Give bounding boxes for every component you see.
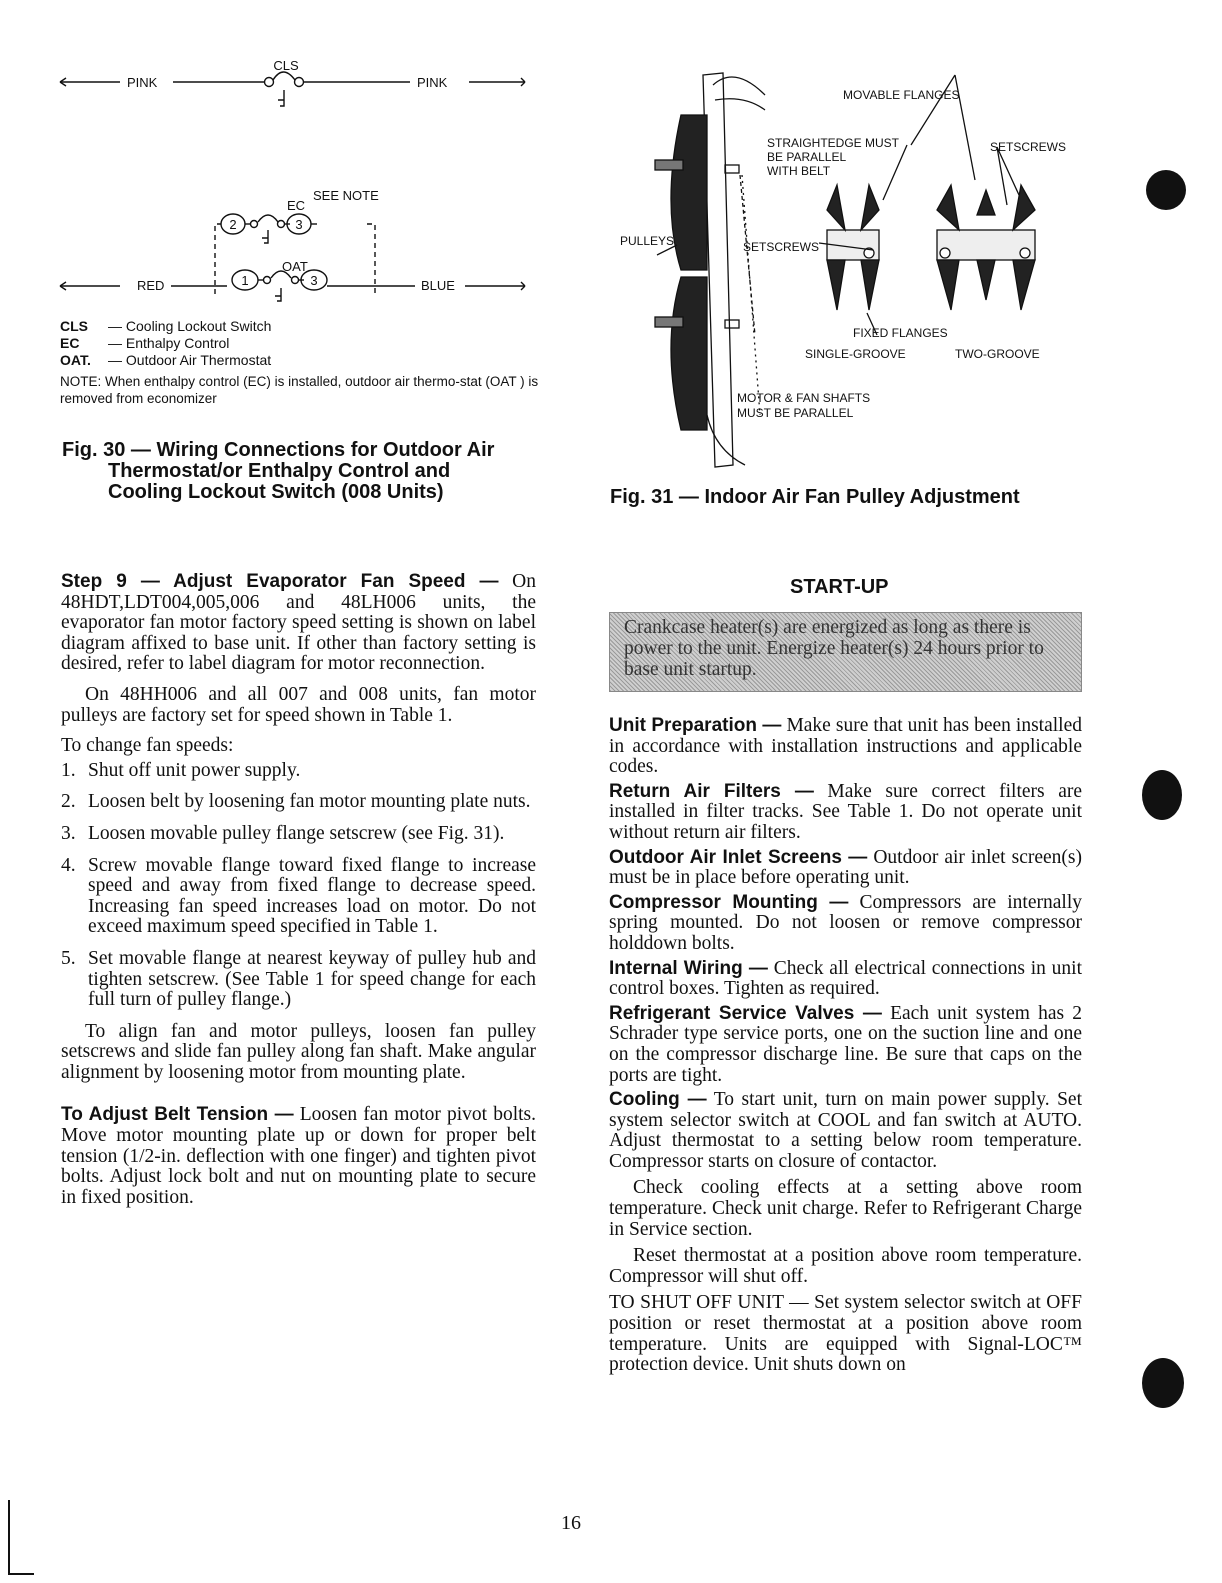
cls-label: CLS [273,58,299,73]
setscrews-right-label: SETSCREWS [990,140,1067,154]
binder-hole [1146,170,1186,210]
paragraph: To change fan speeds: [61,735,234,757]
pink-left-label: PINK [127,75,158,90]
section-paragraph: Refrigerant Service Valves — Each unit system has 2 Schrader type service ports, one on the suction line and one on the compressor discharge line. Be sure that caps on the ports are tight. [609,1002,1082,1086]
pulleys-label: PULLEYS [620,234,675,248]
section-paragraph: Compressor Mounting — Compressors are internally spring mounted. Do not loosen or remove compressor holddown bolts. [609,891,1082,954]
fan-speed-steps [61,761,536,1011]
see-note-label: SEE NOTE [313,188,379,203]
straightedge-label-2: BE PARALLEL [767,150,847,164]
motor-shafts-label-2: MUST BE PARALLEL [737,406,854,420]
binder-hole [1142,1358,1184,1408]
single-groove-label: SINGLE-GROOVE [805,347,906,361]
paragraph: Reset thermostat at a position above room temperature. Compressor will shut off. [609,1245,1082,1287]
list-item: 5. Set movable flange at nearest keyway of pulley hub and tighten setscrew. (See Table 1 for speed change for each full turn of pulley flange.) [61,947,536,1011]
fig30-note: NOTE: When enthalpy control (EC) is installed, outdoor air thermo-stat (OAT ) is removed from economizer [60,374,539,406]
two-groove-label: TWO-GROOVE [955,347,1040,361]
section-paragraph: Unit Preparation — Make sure that unit has been installed in accordance with installation instructions and applicable codes. [609,715,1082,778]
legend-row: EC — Enthalpy Control [60,335,230,351]
terminal-1: 1 [241,273,249,288]
fixed-flanges-label: FIXED FLANGES [853,326,948,340]
belt-tension-heading: To Adjust Belt Tension — [61,1104,294,1126]
movable-flanges-label: MOVABLE FLANGES [843,88,960,102]
fig30-legend [60,318,540,407]
fig30-wiring-diagram [55,50,545,310]
paragraph: Check cooling effects at a setting above room temperature. Check unit charge. Refer to Refrigerant Charge in Service section. [609,1177,1082,1240]
ec-label: EC [287,198,306,213]
straightedge-label-1: STRAIGHTEDGE MUST [767,136,900,150]
setscrews-left-label: SETSCREWS [743,240,820,254]
startup-heading: START-UP [790,576,889,598]
crop-mark [8,1500,10,1575]
section-paragraph: Cooling — To start unit, turn on main power supply. Set system selector switch at COOL and fan switch at AUTO. Adjust thermostat to a setting below room temperature. Compressor starts on closure of contactor. [609,1089,1082,1172]
section-paragraph: Return Air Filters — Make sure correct filters are installed in filter tracks. See Table 1. Do not operate unit without return air filters. [609,780,1083,843]
step9-paragraph: Step 9 — Adjust Evaporator Fan Speed — On 48HDT,LDT004,005,006 and 48LH006 units, the evaporator fan motor factory speed setting is shown on label diagram affixed to base unit. If other than factory setting is desired, refer to label diagram for motor reconnection. [61,571,536,675]
terminal-3-ec: 3 [295,217,303,232]
list-item: 1. Shut off unit power supply. [61,759,301,781]
section-paragraph: Outdoor Air Inlet Screens — Outdoor air inlet screen(s) must be in place before operating unit. [609,846,1082,889]
legend-row: CLS — Cooling Lockout Switch [60,318,272,334]
list-item: 2. Loosen belt by loosening fan motor mounting plate nuts. [61,791,531,813]
left-column [61,572,536,1218]
straightedge-label-3: WITH BELT [767,164,831,178]
page-number: 16 [561,1512,581,1534]
legend-row: OAT. — Outdoor Air Thermostat [60,352,272,368]
fig31-pulley-diagram [615,55,1090,480]
fig31-caption: Fig. 31 — Indoor Air Fan Pulley Adjustment [610,486,1020,508]
terminal-3-oat: 3 [310,273,318,288]
motor-shafts-label-1: MOTOR & FAN SHAFTS [737,391,871,405]
pink-right-label: PINK [417,75,448,90]
crop-mark [8,1573,34,1575]
terminal-2: 2 [229,217,237,232]
paragraph: To align fan and motor pulleys, loosen fan pulley setscrews and slide fan pulley along fan shaft. Make angular alignment by loosening motor from mounting plate. [61,1020,536,1083]
step9-heading: Step 9 — Adjust Evaporator Fan Speed — [61,571,499,592]
binder-hole [1142,770,1182,820]
paragraph: TO SHUT OFF UNIT — Set system selector switch at OFF position or reset thermostat at a position above room temperature. Units are equipped with Signal-LOC™ protection device. Unit shuts down on [609,1292,1082,1376]
red-label: RED [137,278,165,293]
list-item: 3. Loosen movable pulley flange setscrew (see Fig. 31). [61,822,505,844]
right-column [609,716,1082,1386]
belt-tension-paragraph: To Adjust Belt Tension — Loosen fan motor pivot bolts. Move motor mounting plate up or down for proper belt tension (1/2-in. deflection with one finger) and tighten pivot bolts. Adjust lock bolt and nut on mounting plate to secure in fixed position. [61,1104,536,1208]
list-item: 4. Screw movable flange toward fixed flange to increase speed and away from fixed flange to decrease speed. Increasing fan speed increases load on motor. Do not exceed maximum speed specified in Table 1. [61,854,536,938]
fig30-caption: Fig. 30 — Wiring Connections for Outdoor Air Thermostat/or Enthalpy Control and Cooling Lockout Switch (008 Units) [62,439,495,503]
oat-label: OAT [282,259,308,274]
blue-label: BLUE [421,278,455,293]
crankcase-warning-box: Crankcase heater(s) are energized as long as there is power to the unit. Energize heater(s) 24 hours prior to base unit startup. [609,612,1082,692]
section-paragraph: Internal Wiring — Check all electrical connections in unit control boxes. Tighten as required. [609,957,1082,1000]
paragraph: On 48HH006 and all 007 and 008 units, fan motor pulleys are factory set for speed shown in Table 1. [61,683,536,726]
